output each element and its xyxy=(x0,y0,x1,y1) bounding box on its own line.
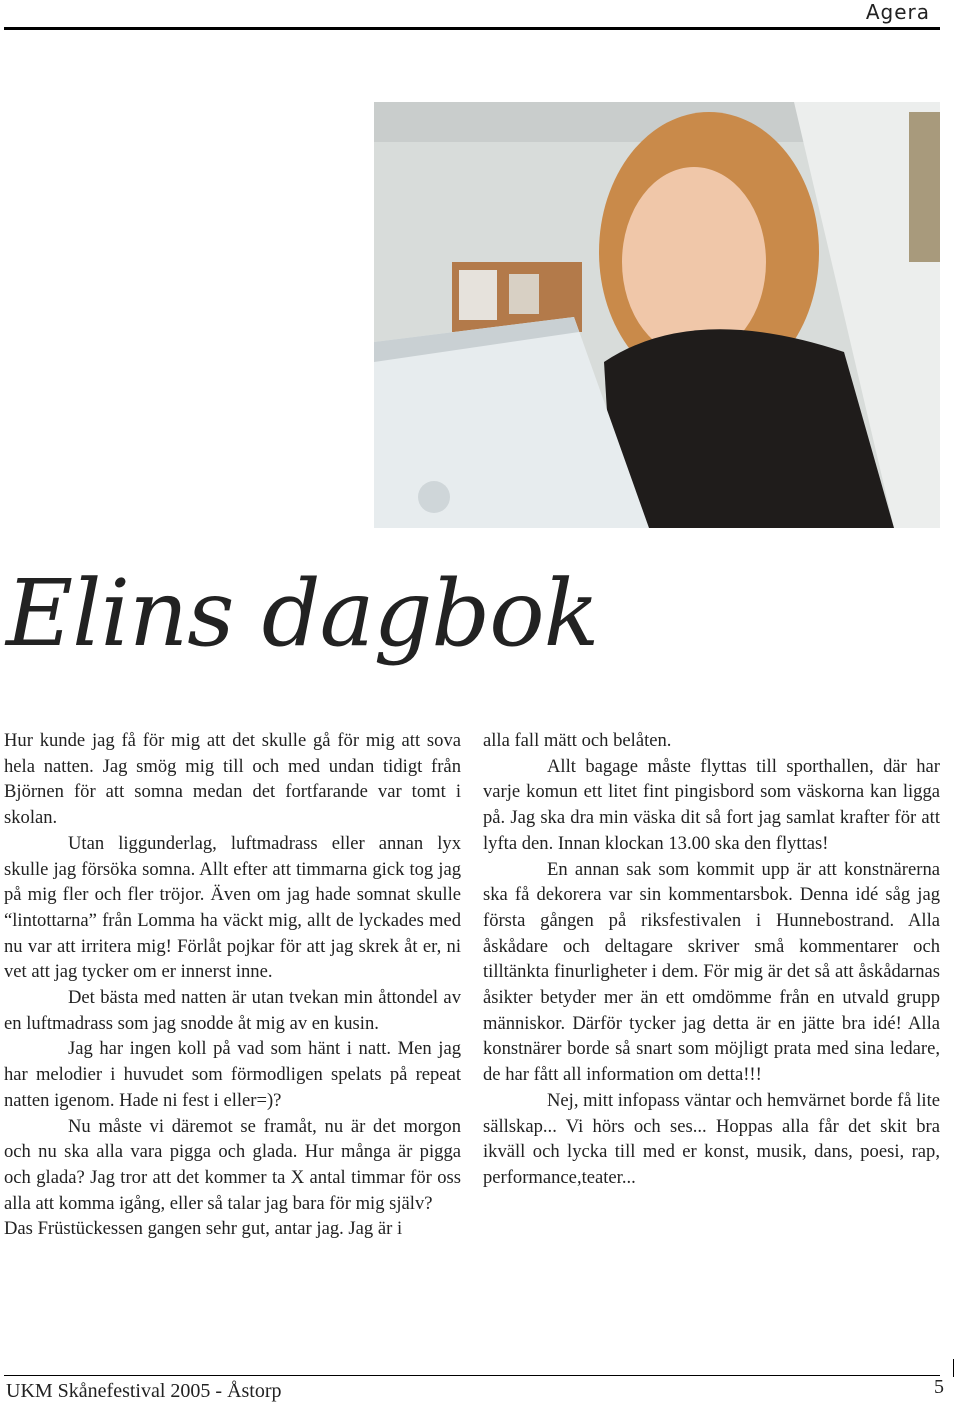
paragraph: Nej, mitt infopass väntar och hemvärnet borde få lite sällskap... Vi hörs och ses... Hoppas alla får det skit bra ikväll och lycka till med er konst, musik, dans, poesi, rap, performance,teater... xyxy=(483,1089,940,1188)
paragraph: alla fall mätt och belåten. xyxy=(483,730,672,751)
photo-of-woman-with-laptop-icon xyxy=(374,102,940,528)
header-rule xyxy=(4,27,940,30)
article-title: Elins dagbok xyxy=(6,560,599,667)
paragraph: Jag har ingen koll på vad som hänt i natt. Men jag har melodier i huvudet som förmodligen spelats på repeat natten igenom. Hade ni fest i eller=)? xyxy=(4,1038,461,1111)
footer-publication: UKM Skånefestival 2005 - Åstorp xyxy=(6,1380,282,1402)
left-column xyxy=(4,728,461,1242)
right-column xyxy=(483,728,940,1191)
paragraph: Nu måste vi däremot se framåt, nu är det morgon och nu ska alla vara pigga och glada. Hur många är pigga och glada? Jag tror att det kommer ta X antal timmar för oss alla att komma igång, eller så talar jag bara för mig själv? xyxy=(4,1115,461,1214)
footer-rule xyxy=(4,1375,940,1376)
footer-tick xyxy=(953,1359,954,1377)
section-label: Agera xyxy=(865,0,930,24)
page-number: 5 xyxy=(934,1376,944,1398)
paragraph: En annan sak som kommit upp är att konstnärerna ska få dekorera var sin kommentarsbok. Denna idé såg jag första gången på riksfestivalen i Hunnebostrand. Alla åskådare och deltagare skriver små kommentarer och tilltänkta finurligheter i dem. För mig är det så att åskådarnas åsikter betyder mer än ett omdömme från en utvald grupp människor. Därför tycker jag detta är en jätte bra idé! Alla konstnärer borde så snart som möjligt prata med sina ledare, de har fått all information om detta!!! xyxy=(483,858,940,1086)
paragraph: Das Früstückessen gangen sehr gut, antar jag. Jag är i xyxy=(4,1218,403,1240)
article-photo xyxy=(374,102,940,528)
paragraph: Utan liggunderlag, luftmadrass eller annan lyx skulle jag försöka somna. Allt efter att timmarna gick tog jag på mig fler och fler tröjor. Även om jag hade somnat skulle “lintottarna” från Lomma ha väckt mig, allt de lyckades med nu var att irritera mig! Förlåt pojkar för att jag skrek åt er, ni vet att jag tycker om er innerst inne. xyxy=(4,832,461,983)
paragraph: Allt bagage måste flyttas till sporthallen, där har varje komun ett litet fint pingisbord som väskorna kan ligga på. Jag ska dra min väska dit så fort jag samlat krafter för att lyfta den. Innan klockan 13.00 ska den flyttas! xyxy=(483,755,940,854)
paragraph: Det bästa med natten är utan tvekan min åttondel av en luftmadrass som jag snodde åt mig av en kusin. xyxy=(4,987,461,1034)
paragraph: Hur kunde jag få för mig att det skulle gå för mig att sova hela natten. Jag smög mig till och med undan tidigt från Björnen för att somna medan det fortfarande var tomt i skolan. xyxy=(4,730,461,829)
